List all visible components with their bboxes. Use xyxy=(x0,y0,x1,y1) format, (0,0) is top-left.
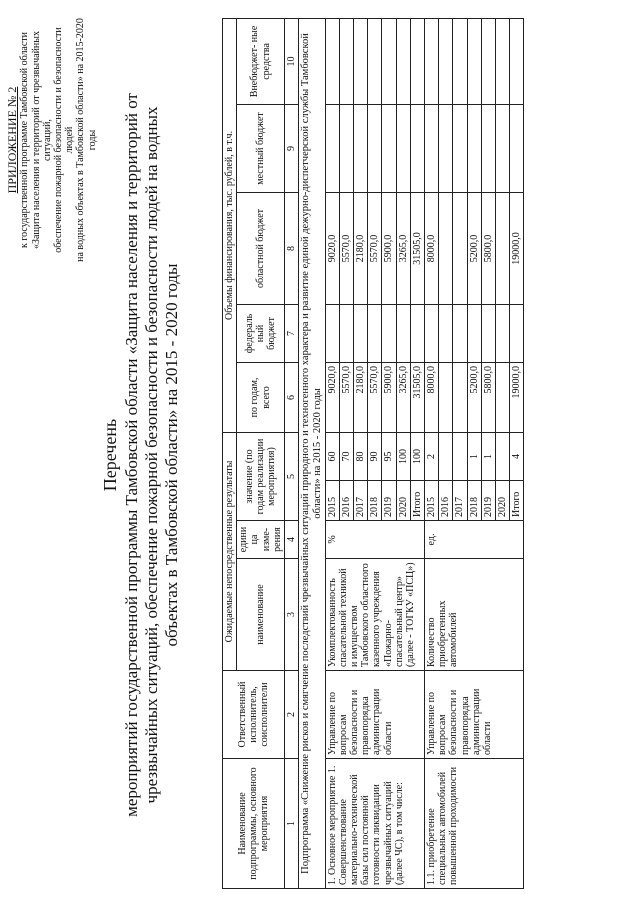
regional-cell: 5570,0 xyxy=(339,192,353,304)
regional-cell: 5570,0 xyxy=(368,192,382,304)
value-cell: 90 xyxy=(368,432,382,480)
column-number: 7 xyxy=(284,304,298,362)
value-cell xyxy=(439,432,453,480)
value-cell: 2 xyxy=(424,432,438,480)
column-number-row xyxy=(284,18,298,888)
measure-name: 1.1. приобретение специальных автомобилей повышенной проходимости xyxy=(424,759,523,889)
header-value: значение (по годам реализации мероприятия) xyxy=(237,432,285,520)
year-cell: 2019 xyxy=(481,481,495,521)
extra-cell xyxy=(339,18,353,104)
total-cell: 9020,0 xyxy=(325,362,339,432)
regional-cell: 5200,0 xyxy=(467,192,481,304)
regional-cell xyxy=(453,192,467,304)
year-cell: 2018 xyxy=(467,481,481,521)
local-cell xyxy=(510,104,524,192)
total-cell: 3265,0 xyxy=(396,362,410,432)
column-number: 2 xyxy=(284,671,298,759)
year-cell: 2017 xyxy=(453,481,467,521)
header-results: Ожидаемые непосредственные результаты xyxy=(223,432,237,670)
year-cell: 2016 xyxy=(439,481,453,521)
total-cell: 31505,0 xyxy=(410,362,424,432)
measure-executor: Управление по вопросам безопасности и правопорядка администрации области xyxy=(325,671,424,759)
total-cell: 5570,0 xyxy=(339,362,353,432)
total-cell: 19000,0 xyxy=(510,362,524,432)
regional-cell: 31505,0 xyxy=(410,192,424,304)
table-row xyxy=(424,18,438,888)
regional-cell: 9020,0 xyxy=(325,192,339,304)
value-cell xyxy=(453,432,467,480)
year-cell: 2020 xyxy=(396,481,410,521)
value-cell: 1 xyxy=(481,432,495,480)
federal-cell xyxy=(354,304,368,362)
federal-cell xyxy=(339,304,353,362)
subprogram-row xyxy=(299,18,326,888)
extra-cell xyxy=(495,18,509,104)
column-number: 4 xyxy=(284,521,298,559)
value-cell: 100 xyxy=(410,432,424,480)
extra-cell xyxy=(410,18,424,104)
total-cell: 5200,0 xyxy=(467,362,481,432)
local-cell xyxy=(382,104,396,192)
extra-cell xyxy=(481,18,495,104)
year-cell: 2020 xyxy=(495,481,509,521)
year-cell: Итого xyxy=(410,481,424,521)
value-cell: 80 xyxy=(354,432,368,480)
year-cell: 2019 xyxy=(382,481,396,521)
measure-unit: ед. xyxy=(424,521,523,559)
local-cell xyxy=(339,104,353,192)
column-number: 6 xyxy=(284,362,298,432)
federal-cell xyxy=(439,304,453,362)
table-body xyxy=(325,18,524,888)
appendix-title: ПРИЛОЖЕНИЕ № 2 xyxy=(5,86,19,194)
header-executor: Ответственный исполнитель, соисполнители xyxy=(223,671,285,759)
extra-cell xyxy=(325,18,339,104)
extra-cell xyxy=(453,18,467,104)
local-cell xyxy=(325,104,339,192)
appendix-block xyxy=(6,15,98,265)
local-cell xyxy=(396,104,410,192)
extra-cell xyxy=(467,18,481,104)
local-cell xyxy=(495,104,509,192)
regional-cell: 8000,0 xyxy=(424,192,438,304)
federal-cell xyxy=(424,304,438,362)
appendix-line: к государственной программе Тамбовской области xyxy=(19,31,31,249)
column-number: 10 xyxy=(284,18,298,104)
value-cell: 100 xyxy=(396,432,410,480)
column-number: 8 xyxy=(284,192,298,304)
federal-cell xyxy=(325,304,339,362)
federal-cell xyxy=(510,304,524,362)
value-cell: 60 xyxy=(325,432,339,480)
value-cell: 70 xyxy=(339,432,353,480)
local-cell xyxy=(368,104,382,192)
local-cell xyxy=(410,104,424,192)
federal-cell xyxy=(481,304,495,362)
local-cell xyxy=(354,104,368,192)
value-cell: 1 xyxy=(467,432,481,480)
column-number: 9 xyxy=(284,104,298,192)
extra-cell xyxy=(439,18,453,104)
column-number: 5 xyxy=(284,432,298,520)
total-cell: 5900,0 xyxy=(382,362,396,432)
regional-cell: 5900,0 xyxy=(382,192,396,304)
appendix-line: «Защита населения и территорий от чрезвычайных ситуаций, xyxy=(30,31,53,250)
measure-executor: Управление по вопросам безопасности и правопорядка администрации области xyxy=(424,671,523,759)
total-cell: 8000,0 xyxy=(424,362,438,432)
regional-cell: 3265,0 xyxy=(396,192,410,304)
header-by-years: по годам, всего xyxy=(237,362,285,432)
measure-name: 1. Основное мероприятие 1. Совершенствование материально-технической базы сил постоянной готовности ликвидации чрезвычайных ситуаций (далее ЧС), в том числе: xyxy=(325,759,424,889)
regional-cell xyxy=(495,192,509,304)
value-cell: 4 xyxy=(510,432,524,480)
extra-cell xyxy=(424,18,438,104)
heading-title: Перечень xyxy=(100,418,120,492)
federal-cell xyxy=(396,304,410,362)
total-cell xyxy=(453,362,467,432)
column-number: 3 xyxy=(284,559,298,671)
subprogram-title: Подпрограмма «Снижение рисков и смягчение последствий чрезвычайных ситуаций природного и техногенного характера и развитие единой дежурно-диспетчерской службы Тамбовской области» на 2015 - 2020 годы xyxy=(299,18,326,888)
measure-result: Укомплектованность спасательной техникой и имуществом Тамбовского областного казенного учреждения «Пожарно-спасательный центр» (далее - ТОГКУ «ПСЦ») xyxy=(325,559,424,671)
total-cell: 5800,0 xyxy=(481,362,495,432)
header-row xyxy=(223,18,237,888)
header-unit: едини ца изме- рения xyxy=(237,521,285,559)
total-cell: 5570,0 xyxy=(368,362,382,432)
local-cell xyxy=(467,104,481,192)
header-finance: Объемы финансирования, тыс. рублей, в т.ч. xyxy=(223,18,237,432)
year-cell: 2015 xyxy=(325,481,339,521)
federal-cell xyxy=(368,304,382,362)
year-cell: 2015 xyxy=(424,481,438,521)
regional-cell: 19000,0 xyxy=(510,192,524,304)
local-cell xyxy=(453,104,467,192)
header-extra: Внебюджет- ные средства xyxy=(237,18,285,104)
header-name: Наименование подпрограммы, основного мероприятия xyxy=(223,759,285,889)
measures-table xyxy=(222,18,524,889)
total-cell: 2180,0 xyxy=(354,362,368,432)
table-row xyxy=(325,18,339,888)
extra-cell xyxy=(510,18,524,104)
document-heading xyxy=(100,85,183,825)
regional-cell xyxy=(439,192,453,304)
federal-cell xyxy=(382,304,396,362)
regional-cell: 5800,0 xyxy=(481,192,495,304)
header-regional: областной бюджет xyxy=(237,192,285,304)
local-cell xyxy=(424,104,438,192)
year-cell: 2018 xyxy=(368,481,382,521)
year-cell: 2016 xyxy=(339,481,353,521)
measure-unit: % xyxy=(325,521,424,559)
value-cell xyxy=(495,432,509,480)
regional-cell: 2180,0 xyxy=(354,192,368,304)
extra-cell xyxy=(354,18,368,104)
value-cell: 95 xyxy=(382,432,396,480)
extra-cell xyxy=(368,18,382,104)
column-number: 1 xyxy=(284,759,298,889)
total-cell xyxy=(495,362,509,432)
extra-cell xyxy=(382,18,396,104)
year-cell: Итого xyxy=(510,481,524,521)
local-cell xyxy=(439,104,453,192)
appendix-line: на водных объектах в Тамбовской области» на 2015-2020 годы xyxy=(75,18,98,262)
extra-cell xyxy=(396,18,410,104)
header-result-name: наименование xyxy=(237,559,285,671)
heading-text: мероприятий государственной программы Тамбовской области «Защита населения и территорий от чрезвычайных ситуаций, обеспечение пожарной безопасности и безопасности людей на водных объектах в Тамбовской области» на 2015 - 2020 годы xyxy=(121,93,182,817)
year-cell: 2017 xyxy=(354,481,368,521)
federal-cell xyxy=(467,304,481,362)
federal-cell xyxy=(495,304,509,362)
federal-cell xyxy=(453,304,467,362)
appendix-line: обеспечение пожарной безопасности и безопасности людей xyxy=(53,27,76,253)
local-cell xyxy=(481,104,495,192)
federal-cell xyxy=(410,304,424,362)
header-federal: федераль ный бюджет xyxy=(237,304,285,362)
header-local: местный бюджет xyxy=(237,104,285,192)
measure-result: Количество приобретенных автомобилей xyxy=(424,559,523,671)
total-cell xyxy=(439,362,453,432)
